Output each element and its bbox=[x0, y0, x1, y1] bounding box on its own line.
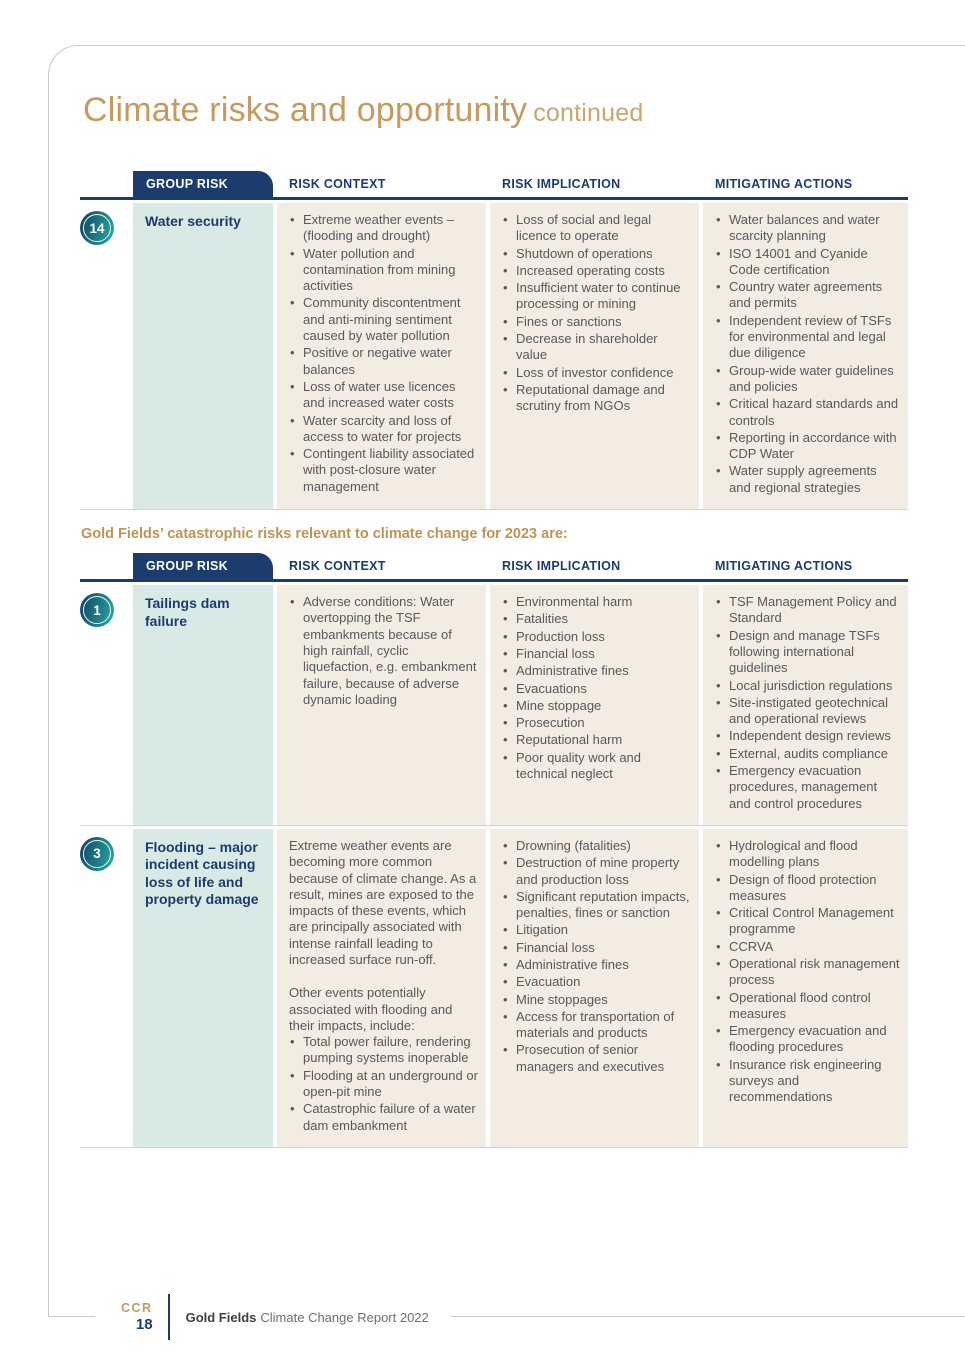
bullet-item: • Independent review of TSFs for environmental and legal due diligence bbox=[715, 313, 901, 362]
risk-implication-cell bbox=[490, 829, 699, 1147]
bullet-item: • Group-wide water guidelines and policies bbox=[715, 363, 901, 396]
number-column-spacer bbox=[80, 553, 133, 579]
bullet-item: • Hydrological and flood modelling plans bbox=[715, 838, 901, 871]
bullet-item: • Evacuations bbox=[502, 681, 692, 697]
bullet-item: • CCRVA bbox=[715, 939, 901, 955]
column-header-group-risk: GROUP RISK bbox=[133, 171, 273, 197]
bullet-item: • Shutdown of operations bbox=[502, 246, 692, 262]
mitigating-actions-cell bbox=[703, 203, 908, 509]
bullet-item: • Water pollution and contamination from mining activities bbox=[289, 246, 479, 295]
bullet-list bbox=[715, 838, 901, 1106]
bullet-item: • Financial loss bbox=[502, 940, 692, 956]
bullet-item: • Critical Control Management programme bbox=[715, 905, 901, 938]
bullet-item: • Loss of social and legal licence to operate bbox=[502, 212, 692, 245]
badge-number: 1 bbox=[93, 602, 101, 618]
bullet-list bbox=[502, 594, 692, 782]
bullet-item: • Critical hazard standards and controls bbox=[715, 396, 901, 429]
footer-report-title bbox=[186, 1310, 429, 1325]
column-header-risk-implication: RISK IMPLICATION bbox=[502, 559, 621, 574]
risk-implication-cell bbox=[490, 585, 699, 825]
bullet-item: • Poor quality work and technical neglect bbox=[502, 750, 692, 783]
bullet-item: • Reporting in accordance with CDP Water bbox=[715, 430, 901, 463]
section-heading: Gold Fields’ catastrophic risks relevant to climate change for 2023 are: bbox=[81, 526, 568, 543]
bullet-list bbox=[502, 838, 692, 1075]
bullet-item: • Prosecution bbox=[502, 715, 692, 731]
bullet-item: • Significant reputation impacts, penalties, fines or sanction bbox=[502, 889, 692, 922]
risk-number-column bbox=[80, 585, 133, 825]
column-header-risk-context: RISK CONTEXT bbox=[289, 559, 386, 574]
bullet-item: • ISO 14001 and Cyanide Code certification bbox=[715, 246, 901, 279]
bullet-item: • Positive or negative water balances bbox=[289, 345, 479, 378]
footer-brand: Gold Fields bbox=[185, 1309, 257, 1325]
bullet-item: • Production loss bbox=[502, 629, 692, 645]
mitigating-actions-cell bbox=[703, 829, 908, 1147]
bullet-item: • Operational risk management process bbox=[715, 956, 901, 989]
bullet-item: • Increased operating costs bbox=[502, 263, 692, 279]
badge-number: 3 bbox=[93, 846, 101, 862]
bullet-item: • Loss of water use licences and increased water costs bbox=[289, 379, 479, 412]
context-paragraph: Extreme weather events are becoming more common because of climate change. As a result, mines are exposed to the impacts of these events, which are principally associated with intense rainfall leading to increased surface run-off. bbox=[289, 837, 477, 967]
page-content bbox=[80, 88, 908, 1148]
table-row bbox=[80, 582, 908, 826]
bullet-item: • Drowning (fatalities) bbox=[502, 838, 692, 854]
bullet-item: • Administrative fines bbox=[502, 663, 692, 679]
bullet-item: • Water scarcity and loss of access to water for projects bbox=[289, 413, 479, 446]
bullet-item: • Environmental harm bbox=[502, 594, 692, 610]
column-header-risk-implication: RISK IMPLICATION bbox=[502, 177, 621, 191]
bullet-item: • Mine stoppages bbox=[502, 992, 692, 1008]
bullet-item: • Insurance risk engineering surveys and recommendations bbox=[715, 1057, 901, 1106]
table-header-row bbox=[80, 171, 908, 200]
risk-context-cell bbox=[277, 203, 486, 509]
risk-number-column bbox=[80, 203, 133, 509]
bullet-item: • Community discontentment and anti-mining sentiment caused by water pollution bbox=[289, 295, 479, 344]
column-header-mitigating-actions: MITIGATING ACTIONS bbox=[715, 559, 853, 574]
risk-context-cell bbox=[277, 585, 486, 825]
bullet-item: • Destruction of mine property and production loss bbox=[502, 855, 692, 888]
bullet-list bbox=[289, 212, 479, 495]
bullet-item: • Insufficient water to continue processing or mining bbox=[502, 280, 692, 313]
bullet-item: • Loss of investor confidence bbox=[502, 365, 692, 381]
bullet-item: • Design of flood protection measures bbox=[715, 872, 901, 905]
bullet-item: • Litigation bbox=[502, 922, 692, 938]
bullet-item: • Prosecution of senior managers and executives bbox=[502, 1042, 692, 1075]
bullet-item: • Site-instigated geotechnical and operational reviews bbox=[715, 695, 901, 728]
bullet-item: • Financial loss bbox=[502, 646, 692, 662]
group-risk-table bbox=[80, 171, 908, 510]
bullet-item: • Total power failure, rendering pumping systems inoperable bbox=[289, 1034, 479, 1067]
group-risk-cell: Flooding – major incident causing loss of life and property damage bbox=[133, 829, 273, 1147]
table-header-row bbox=[80, 553, 908, 582]
bullet-item: • Administrative fines bbox=[502, 957, 692, 973]
bullet-item: • Flooding at an underground or open-pit mine bbox=[289, 1068, 479, 1101]
bullet-item: • Fatalities bbox=[502, 611, 692, 627]
bullet-list bbox=[289, 594, 479, 708]
bullet-list bbox=[715, 594, 901, 812]
bullet-item: • Local jurisdiction regulations bbox=[715, 678, 901, 694]
bullet-item: • Decrease in shareholder value bbox=[502, 331, 692, 364]
bullet-item: • Emergency evacuation and flooding procedures bbox=[715, 1023, 901, 1056]
bullet-item: • Reputational damage and scrutiny from NGOs bbox=[502, 382, 692, 415]
bullet-item: • Adverse conditions: Water overtopping the TSF embankments because of high rainfall, cyclic liquefaction, e.g. embankment failure, because of adverse dynamic loading bbox=[289, 594, 479, 708]
bullet-item: • Design and manage TSFs following international guidelines bbox=[715, 628, 901, 677]
table-row bbox=[80, 826, 908, 1148]
risk-number-badge bbox=[80, 593, 114, 627]
group-risk-cell: Tailings dam failure bbox=[133, 585, 273, 825]
bullet-list bbox=[715, 212, 901, 496]
bullet-list bbox=[502, 212, 692, 415]
bullet-item: • Extreme weather events – (flooding and drought) bbox=[289, 212, 479, 245]
report-code: CCR bbox=[121, 1301, 153, 1315]
page-footer bbox=[95, 1292, 451, 1342]
catastrophic-risk-table bbox=[80, 553, 908, 1148]
risk-number-badge bbox=[80, 837, 114, 871]
bullet-item: • Emergency evacuation procedures, management and control procedures bbox=[715, 763, 901, 812]
bullet-item: • Access for transportation of materials and products bbox=[502, 1009, 692, 1042]
bullet-item: • External, audits compliance bbox=[715, 746, 901, 762]
risk-implication-cell bbox=[490, 203, 699, 509]
bullet-item: • Water supply agreements and regional strategies bbox=[715, 463, 901, 496]
bullet-item: • Independent design reviews bbox=[715, 728, 901, 744]
bullet-item: • Evacuation bbox=[502, 974, 692, 990]
risk-number-column bbox=[80, 829, 133, 1147]
footer-report-name: Climate Change Report 2022 bbox=[260, 1309, 429, 1325]
page-title bbox=[83, 88, 908, 135]
page-title-text: Climate risks and opportunity bbox=[83, 91, 528, 129]
column-header-mitigating-actions: MITIGATING ACTIONS bbox=[715, 177, 853, 191]
title-continued: continued bbox=[533, 99, 644, 127]
bullet-list bbox=[289, 1034, 479, 1134]
number-column-spacer bbox=[80, 171, 133, 197]
bullet-item: • Reputational harm bbox=[502, 732, 692, 748]
bullet-item: • Operational flood control measures bbox=[715, 990, 901, 1023]
column-header-group-risk: GROUP RISK bbox=[133, 553, 273, 579]
risk-number-badge bbox=[80, 211, 114, 245]
page-number-block bbox=[121, 1301, 153, 1333]
bullet-item: • Fines or sanctions bbox=[502, 314, 692, 330]
bullet-item: • Mine stoppage bbox=[502, 698, 692, 714]
group-risk-cell: Water security bbox=[133, 203, 273, 509]
bullet-item: • Catastrophic failure of a water dam embankment bbox=[289, 1101, 479, 1134]
mitigating-actions-cell bbox=[703, 585, 908, 825]
bullet-item: • Country water agreements and permits bbox=[715, 279, 901, 312]
badge-number: 14 bbox=[89, 220, 105, 236]
bullet-item: • TSF Management Policy and Standard bbox=[715, 594, 901, 627]
footer-divider bbox=[168, 1294, 170, 1340]
column-header-risk-context: RISK CONTEXT bbox=[289, 177, 386, 191]
page-number: 18 bbox=[135, 1316, 153, 1333]
bullet-item: • Contingent liability associated with post-closure water management bbox=[289, 446, 479, 495]
bullet-item: • Water balances and water scarcity planning bbox=[715, 212, 901, 245]
risk-context-cell bbox=[277, 829, 486, 1147]
context-paragraph: Other events potentially associated with flooding and their impacts, include: bbox=[289, 985, 453, 1033]
table-row bbox=[80, 200, 908, 510]
